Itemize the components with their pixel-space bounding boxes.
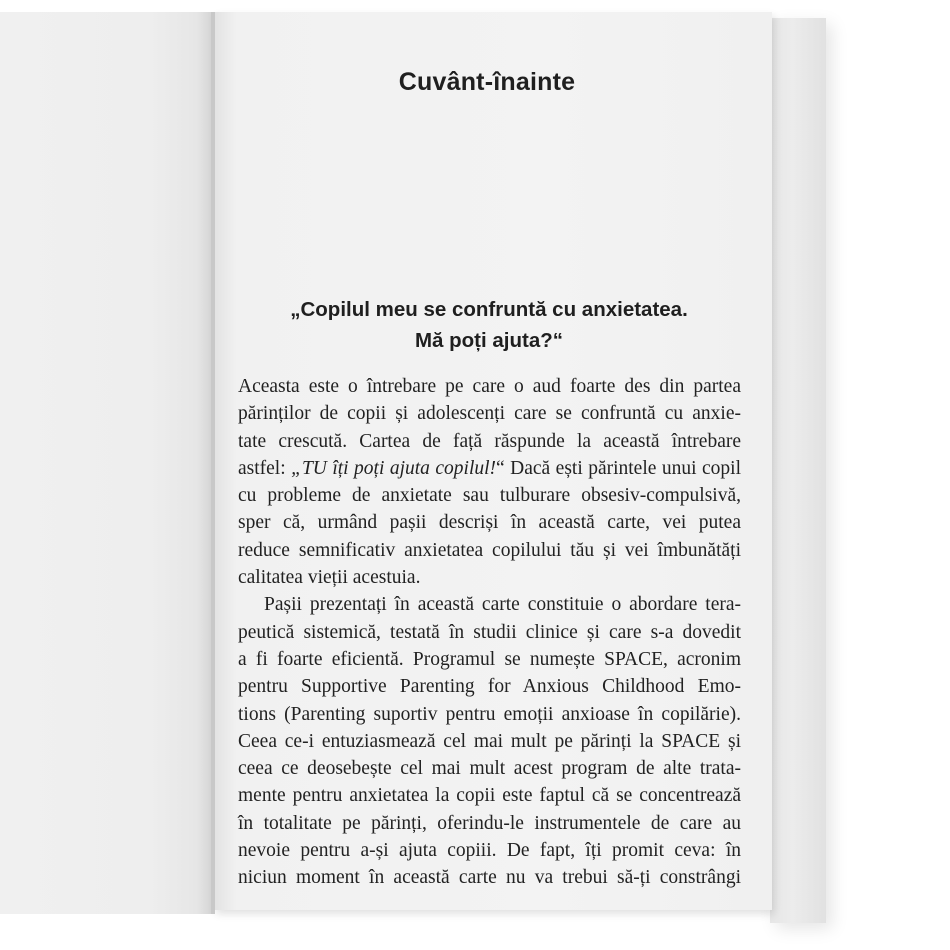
text-line: ceea ce deosebește cel mai mult acest program de alte trata-	[238, 758, 741, 780]
text-line: peutică sistemică, testată în studii clinice și care s-a dovedit	[238, 621, 741, 643]
text-line: Pașii prezentați în această carte constituie o abordare tera-	[264, 594, 741, 616]
text-line: Aceasta este o întrebare pe care o aud foarte des din partea	[238, 376, 741, 397]
section-heading-line-2: Mă poți ajuta?“	[414, 329, 564, 352]
left-page	[0, 12, 214, 914]
paragraph-2	[238, 591, 741, 891]
text-line: calitatea vieții acestuia.	[238, 567, 421, 589]
paragraph-1	[238, 373, 741, 591]
section-heading	[238, 294, 740, 356]
text-line: niciun moment în această carte nu va trebui să-ți constrângi	[238, 867, 741, 889]
text-line: mente pentru anxietatea la copii este faptul că se concentrează	[238, 785, 741, 807]
text-line: a fi foarte eficientă. Programul se numește SPACE, acronim	[238, 648, 741, 670]
book-gutter	[211, 12, 215, 914]
page-edges	[770, 18, 826, 923]
text-line: reduce semnificativ anxietatea copilului tău și vei îmbunătăți	[238, 539, 741, 561]
text-line: în totalitate pe părinți, oferindu-le instrumentele de care au	[238, 812, 741, 834]
body-text	[238, 373, 741, 892]
text-line: nevoie pentru a-și ajuta copiii. De fapt, îți promit ceva: în	[238, 840, 741, 862]
text-line: Ceea ce-i entuziasmează cel mai mult pe părinți la SPACE și	[238, 730, 741, 752]
chapter-title: Cuvânt-înainte	[398, 68, 576, 96]
text-line: tions (Parenting suportiv pentru emoții anxioase în copilărie).	[238, 703, 741, 725]
text-line: pentru Supportive Parenting for Anxious Childhood Emo-	[238, 676, 741, 698]
section-heading-line-1: „Copilul meu se confruntă cu anxietatea.	[290, 298, 688, 321]
text-run: astfel:	[238, 457, 292, 479]
text-line: sper că, urmând pașii descriși în această carte, vei putea	[238, 512, 741, 534]
text-line: cu probleme de anxietate sau tulburare obsesiv-compulsivă,	[238, 485, 741, 507]
text-run: “ Dacă ești părintele unui copil	[496, 457, 741, 479]
text-line	[238, 455, 741, 482]
text-line: părinților de copii și adolescenți care se confruntă cu anxie-	[238, 403, 741, 425]
italic-quote: „TU îți poți ajuta copilul!	[291, 457, 497, 479]
text-line: tate crescută. Cartea de față răspunde la această întrebare	[238, 430, 741, 452]
